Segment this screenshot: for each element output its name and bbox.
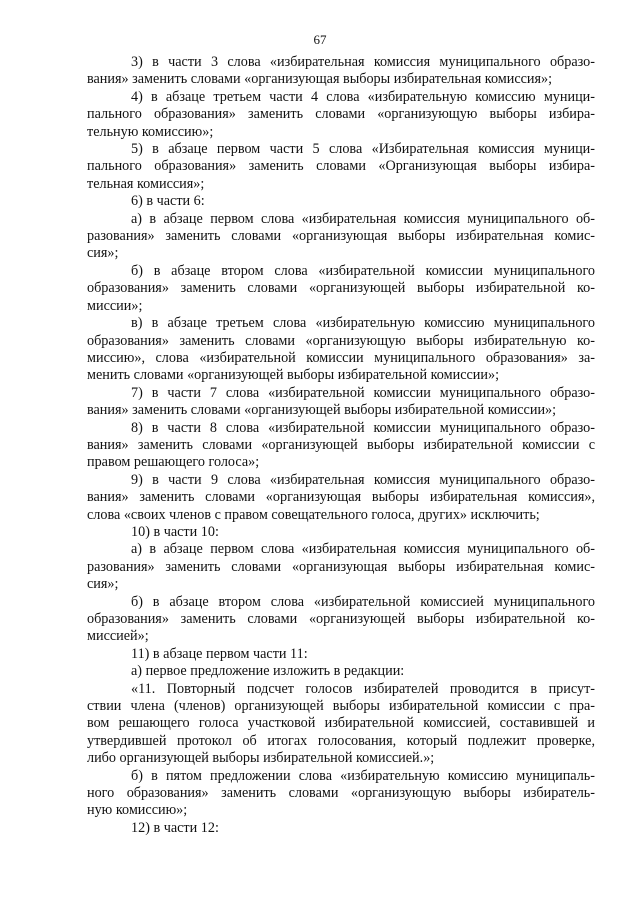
paragraph [87,89,595,141]
paragraph [87,820,595,837]
paragraph [87,594,595,646]
text-line: образования» заменить словами «организующей выборы избирательной ко- [87,280,595,297]
text-line: вом решающего голоса участковой избирательной комиссией, составившей и [87,715,595,732]
text-line: 7) в части 7 слова «избирательной комиссии муниципального образо- [131,384,595,401]
text-line: 12) в части 12: [131,819,219,836]
paragraph [87,768,595,820]
paragraph [87,315,595,385]
text-line: 4) в абзаце третьем части 4 слова «избирательную комиссию муници- [131,88,595,105]
text-line: тельную комиссию»; [87,123,214,140]
text-line: 5) в абзаце первом части 5 слова «Избирательная комиссия муници- [131,141,595,158]
text-line: б) в абзаце втором слова «избирательной комиссии муниципального [131,262,595,279]
text-line: в) в абзаце третьем слова «избирательную комиссию муниципального [131,315,595,332]
text-line: ного образования» заменить словами «организующую выборы избиратель- [87,785,595,802]
text-line: а) первое предложение изложить в редакции: [131,663,405,680]
text-line: утвердившей протокол об итогах голосования, который подлежит проверке, [87,732,595,749]
text-line: «11. Повторный подсчет голосов избирателей проводится в присут- [131,680,595,697]
text-line: 6) в части 6: [131,193,205,210]
text-line: ную комиссию»; [87,802,188,819]
text-line: пального образования» заменить словами «организующую выборы избира- [87,106,595,123]
text-line: вания» заменить словами «организующая выборы избирательная комиссия», [87,489,595,506]
text-line: слова «своих членов с правом совещательного голоса, других» исключить; [87,506,540,523]
text-line: миссии»; [87,297,143,314]
text-line: образования» заменить словами «организующей выборы избирательной ко- [87,611,595,627]
paragraph [87,524,595,541]
text-line: тельная комиссия»; [87,175,205,192]
text-line: миссию», слова «избирательной комиссии муниципального образования» за- [87,349,595,366]
text-line: ствии члена (членов) организующей выборы избирательной комиссии с пра- [87,698,595,715]
text-line: б) в пятом предложении слова «избирательную комиссию муниципаль- [131,767,595,784]
paragraph [87,420,595,472]
text-line: а) в абзаце первом слова «избирательная комиссия муниципального об- [131,541,595,558]
paragraph [87,263,595,315]
text-line: разования» заменить словами «организующая выборы избирательная комис- [87,558,595,575]
text-line: б) в абзаце втором слова «избирательной комиссией муниципального [131,593,595,610]
text-line: сия»; [87,245,119,262]
paragraph [87,681,595,768]
text-line: менить словами «организующей выборы избирательной комиссии»; [87,367,500,384]
paragraph [87,541,595,593]
text-line: 11) в абзаце первом части 11: [131,645,308,662]
text-line: сия»; [87,576,119,593]
text-line: 10) в части 10: [131,523,219,540]
text-line: а) в абзаце первом слова «избирательная комиссия муниципального об- [131,210,595,227]
paragraph [87,193,595,210]
paragraph [87,472,595,524]
text-line: 3) в части 3 слова «избирательная комиссия муниципального образо- [131,54,595,70]
text-line: миссией»; [87,628,149,645]
text-line: 9) в части 9 слова «избирательная комиссия муниципального образо- [131,471,595,488]
text-line: либо организующей выборы избирательной комиссией.»; [87,750,435,767]
paragraph [87,141,595,193]
text-line: вания» заменить словами «организующей выборы избирательной комиссии»; [87,402,557,419]
paragraph [87,54,595,89]
paragraph [87,211,595,263]
text-line: пального образования» заменить словами «Организующая выборы избира- [87,158,595,175]
document-body [87,54,595,837]
text-line: вания» заменить словами «организующая выборы избирательная комиссия»; [87,71,553,88]
paragraph [87,646,595,663]
paragraph [87,385,595,420]
text-line: разования» заменить словами «организующая выборы избирательная комис- [87,228,595,245]
page-number: 67 [313,32,327,47]
text-line: образования» заменить словами «организующую выборы избирательную ко- [87,332,595,349]
text-line: вания» заменить словами «организующей выборы избирательной комиссии с [87,436,595,453]
text-line: правом решающего голоса»; [87,454,260,471]
text-line: 8) в части 8 слова «избирательной комиссии муниципального образо- [131,419,595,436]
paragraph [87,663,595,680]
